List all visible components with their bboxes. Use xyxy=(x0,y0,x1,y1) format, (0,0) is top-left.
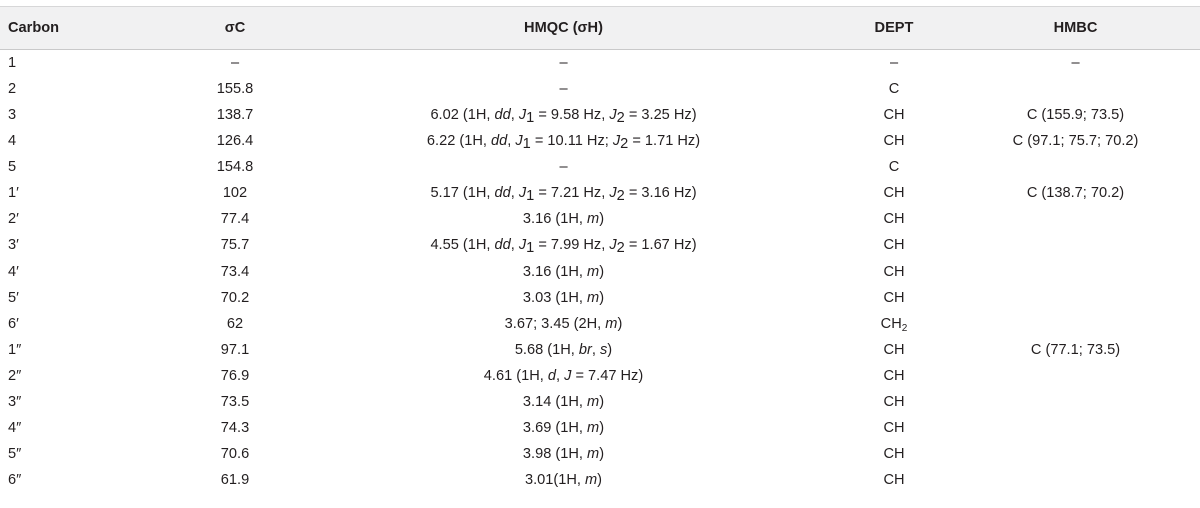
cell-sigma-c: 154.8 xyxy=(216,159,254,176)
cell-carbon: 4″ xyxy=(8,420,22,437)
cell-hmbc xyxy=(951,76,1200,102)
dept-fragment: CH xyxy=(883,185,905,202)
cell-dept xyxy=(837,207,951,233)
cell-hmbc: – xyxy=(1071,54,1080,71)
cell-hmbc xyxy=(951,233,1200,259)
cell-hmqc xyxy=(290,233,837,259)
hmqc-fragment: = 10.11 Hz; xyxy=(530,133,613,150)
hmqc-fragment: 3.03 (1H, xyxy=(522,289,588,306)
hmqc-fragment: 1 xyxy=(526,240,535,257)
table-row xyxy=(0,128,1200,154)
hmqc-fragment: – xyxy=(559,80,568,97)
hmqc-fragment: 3.01(1H, xyxy=(524,472,585,489)
cell-hmbc: C (155.9; 73.5) xyxy=(1026,106,1125,123)
cell-carbon: 5″ xyxy=(8,446,22,463)
cell-sigma-c: 70.6 xyxy=(220,446,250,463)
header-row xyxy=(0,7,1200,50)
hmqc-fragment: ) xyxy=(599,446,605,463)
cell-sigma-c: 77.4 xyxy=(220,211,250,228)
hmqc-fragment: ) xyxy=(599,263,605,280)
cell-carbon: 3″ xyxy=(8,393,22,410)
dept-fragment: CH xyxy=(883,472,905,489)
table-row xyxy=(0,259,1200,285)
cell-dept xyxy=(837,441,951,467)
hmqc-fragment: 3.67; 3.45 (2H, xyxy=(504,315,606,332)
dept-fragment: CH xyxy=(883,446,905,463)
hmqc-fragment: ) xyxy=(607,341,613,358)
cell-carbon: 1′ xyxy=(8,185,19,202)
cell-hmqc xyxy=(290,128,837,154)
hmqc-fragment: m xyxy=(587,263,600,280)
cell-sigma-c: 73.5 xyxy=(220,393,250,410)
hmqc-fragment: = 7.47 Hz) xyxy=(571,367,644,384)
cell-sigma-c: 97.1 xyxy=(220,341,250,358)
dept-fragment: CH xyxy=(883,106,905,123)
hmqc-fragment: ) xyxy=(599,420,605,437)
cell-hmqc xyxy=(290,180,837,206)
hmqc-fragment: ) xyxy=(597,472,603,489)
cell-dept xyxy=(837,128,951,154)
dept-fragment: CH xyxy=(883,133,905,150)
dept-fragment: CH xyxy=(883,341,905,358)
hmqc-fragment: 3.14 (1H, xyxy=(522,393,588,410)
cell-hmqc xyxy=(290,311,837,337)
hmqc-fragment: J xyxy=(609,185,617,202)
dept-fragment: CH xyxy=(883,393,905,410)
hmqc-fragment: J xyxy=(515,133,523,150)
cell-hmbc xyxy=(951,259,1200,285)
cell-dept xyxy=(837,363,951,389)
cell-sigma-c: 75.7 xyxy=(220,237,250,254)
hmqc-fragment: m xyxy=(584,472,598,489)
header-hmbc: HMBC xyxy=(951,7,1200,50)
hmqc-fragment: s xyxy=(600,341,608,358)
hmqc-fragment: 2 xyxy=(616,109,625,126)
cell-hmqc xyxy=(290,259,837,285)
hmqc-fragment: = 3.25 Hz) xyxy=(624,106,697,123)
cell-dept xyxy=(837,468,951,494)
cell-hmbc xyxy=(951,311,1200,337)
table-row xyxy=(0,441,1200,467)
table-row xyxy=(0,468,1200,494)
hmqc-fragment: 4.55 (1H, xyxy=(430,237,495,254)
hmqc-fragment: J xyxy=(609,106,617,123)
hmqc-fragment: , xyxy=(591,341,600,358)
cell-sigma-c: 102 xyxy=(222,185,248,202)
header-carbon: Carbon xyxy=(0,7,180,50)
hmqc-fragment: 1 xyxy=(522,136,531,153)
hmqc-fragment: 2 xyxy=(616,188,625,205)
cell-hmbc xyxy=(951,207,1200,233)
header-dept: DEPT xyxy=(837,7,951,50)
hmqc-fragment: = 1.67 Hz) xyxy=(624,237,697,254)
hmqc-fragment: 1 xyxy=(526,109,535,126)
cell-dept xyxy=(837,154,951,180)
dept-fragment: CH xyxy=(883,263,905,280)
hmqc-fragment: m xyxy=(587,289,600,306)
cell-hmbc: C (77.1; 73.5) xyxy=(1030,341,1121,358)
hmqc-fragment: 2 xyxy=(620,136,629,153)
cell-hmbc: C (138.7; 70.2) xyxy=(1026,185,1125,202)
cell-hmbc xyxy=(951,154,1200,180)
hmqc-fragment: J xyxy=(518,185,527,202)
dept-fragment: – xyxy=(889,54,899,71)
hmqc-fragment: ) xyxy=(599,289,605,306)
cell-hmbc xyxy=(951,389,1200,415)
table-row xyxy=(0,102,1200,128)
cell-sigma-c: 70.2 xyxy=(220,289,250,306)
cell-carbon: 5′ xyxy=(8,289,19,306)
cell-dept xyxy=(837,415,951,441)
hmqc-fragment: J xyxy=(518,106,527,123)
cell-dept xyxy=(837,259,951,285)
cell-hmqc xyxy=(290,415,837,441)
hmqc-fragment: 1 xyxy=(526,188,535,205)
table-row xyxy=(0,50,1200,77)
hmqc-fragment: m xyxy=(605,315,618,332)
cell-sigma-c: – xyxy=(230,54,240,71)
cell-hmbc xyxy=(951,415,1200,441)
hmqc-fragment: m xyxy=(587,211,600,228)
dept-fragment: CH xyxy=(883,367,905,384)
table-row xyxy=(0,337,1200,363)
cell-carbon: 2 xyxy=(8,80,17,97)
hmqc-fragment: J xyxy=(564,367,572,384)
hmqc-fragment: = 7.21 Hz, xyxy=(534,185,610,202)
hmqc-fragment: dd xyxy=(494,237,511,254)
table-row xyxy=(0,154,1200,180)
cell-dept xyxy=(837,337,951,363)
cell-dept xyxy=(837,285,951,311)
cell-hmqc xyxy=(290,154,837,180)
cell-dept xyxy=(837,102,951,128)
cell-carbon: 5 xyxy=(8,159,17,176)
table-header xyxy=(0,7,1200,50)
hmqc-fragment: – xyxy=(559,159,568,176)
hmqc-fragment: d xyxy=(547,367,556,384)
header-hmqc: HMQC (σH) xyxy=(290,7,837,50)
cell-sigma-c: 76.9 xyxy=(220,367,250,384)
hmqc-fragment: 3.98 (1H, xyxy=(522,446,588,463)
cell-carbon: 1 xyxy=(8,54,17,71)
cell-carbon: 6′ xyxy=(8,315,19,332)
hmqc-fragment: dd xyxy=(494,185,511,202)
cell-hmbc xyxy=(951,363,1200,389)
hmqc-fragment: br xyxy=(578,341,592,358)
cell-hmbc: C (97.1; 75.7; 70.2) xyxy=(1012,133,1139,150)
dept-fragment: CH xyxy=(883,420,905,437)
dept-fragment: 2 xyxy=(901,322,908,334)
cell-hmqc xyxy=(290,102,837,128)
hmqc-fragment: m xyxy=(587,393,600,410)
hmqc-fragment: 6.02 (1H, xyxy=(430,106,495,123)
dept-fragment: CH xyxy=(883,211,905,228)
cell-carbon: 6″ xyxy=(8,472,22,489)
cell-dept xyxy=(837,50,951,77)
cell-carbon: 3′ xyxy=(8,237,19,254)
cell-hmqc xyxy=(290,207,837,233)
cell-hmqc xyxy=(290,468,837,494)
cell-hmbc xyxy=(951,468,1200,494)
hmqc-fragment: , xyxy=(556,367,565,384)
cell-hmqc xyxy=(290,441,837,467)
cell-carbon: 4 xyxy=(8,133,17,150)
table-body xyxy=(0,50,1200,494)
hmqc-fragment: 6.22 (1H, xyxy=(426,133,492,150)
cell-hmqc xyxy=(290,50,837,77)
dept-fragment: C xyxy=(888,159,900,176)
cell-dept xyxy=(837,233,951,259)
hmqc-fragment: , xyxy=(507,133,516,150)
cell-hmqc xyxy=(290,337,837,363)
hmqc-fragment: 3.69 (1H, xyxy=(522,420,588,437)
table-row xyxy=(0,415,1200,441)
cell-dept xyxy=(837,180,951,206)
table-row xyxy=(0,285,1200,311)
cell-sigma-c: 74.3 xyxy=(220,420,250,437)
cell-sigma-c: 61.9 xyxy=(220,472,250,489)
cell-hmqc xyxy=(290,76,837,102)
table-row xyxy=(0,389,1200,415)
table-row xyxy=(0,180,1200,206)
cell-carbon: 2″ xyxy=(8,367,22,384)
hmqc-fragment: = 9.58 Hz, xyxy=(534,106,610,123)
hmqc-fragment: = 3.16 Hz) xyxy=(624,185,697,202)
hmqc-fragment: 5.68 (1H, xyxy=(514,341,579,358)
hmqc-fragment: ) xyxy=(617,315,623,332)
hmqc-fragment: J xyxy=(609,237,617,254)
hmqc-fragment: , xyxy=(510,106,519,123)
cell-dept xyxy=(837,76,951,102)
cell-sigma-c: 138.7 xyxy=(216,106,254,123)
hmqc-fragment: – xyxy=(559,54,568,71)
table-row xyxy=(0,207,1200,233)
hmqc-fragment: J xyxy=(518,237,527,254)
dept-fragment: CH xyxy=(880,315,902,332)
cell-sigma-c: 62 xyxy=(226,315,244,332)
hmqc-fragment: 5.17 (1H, xyxy=(430,185,495,202)
dept-fragment: CH xyxy=(883,237,905,254)
cell-sigma-c: 155.8 xyxy=(216,80,254,97)
cell-hmbc xyxy=(951,441,1200,467)
hmqc-fragment: 4.61 (1H, xyxy=(483,367,548,384)
dept-fragment: C xyxy=(888,80,900,97)
cell-carbon: 3 xyxy=(8,106,17,123)
cell-carbon: 1″ xyxy=(8,341,22,358)
hmqc-fragment: ) xyxy=(599,211,605,228)
hmqc-fragment: , xyxy=(510,237,519,254)
hmqc-fragment: m xyxy=(587,446,600,463)
cell-dept xyxy=(837,389,951,415)
hmqc-fragment: 2 xyxy=(616,240,625,257)
cell-sigma-c: 126.4 xyxy=(216,133,254,150)
cell-hmqc xyxy=(290,285,837,311)
cell-dept xyxy=(837,311,951,337)
hmqc-fragment: = 7.99 Hz, xyxy=(534,237,610,254)
hmqc-fragment: 3.16 (1H, xyxy=(522,263,588,280)
cell-sigma-c: 73.4 xyxy=(220,263,250,280)
header-sigma-c: σC xyxy=(180,7,290,50)
table-row xyxy=(0,311,1200,337)
nmr-data-table xyxy=(0,6,1200,494)
hmqc-fragment: dd xyxy=(494,106,511,123)
cell-hmbc xyxy=(951,285,1200,311)
table-row xyxy=(0,363,1200,389)
hmqc-fragment: 3.16 (1H, xyxy=(522,211,588,228)
cell-hmqc xyxy=(290,389,837,415)
dept-fragment: CH xyxy=(883,289,905,306)
hmqc-fragment: ) xyxy=(599,393,605,410)
hmqc-fragment: = 1.71 Hz) xyxy=(628,133,701,150)
hmqc-fragment: dd xyxy=(491,133,508,150)
table-row xyxy=(0,76,1200,102)
hmqc-fragment: , xyxy=(510,185,519,202)
table-row xyxy=(0,233,1200,259)
cell-carbon: 2′ xyxy=(8,211,19,228)
hmqc-fragment: m xyxy=(587,420,600,437)
cell-hmqc xyxy=(290,363,837,389)
hmqc-fragment: J xyxy=(612,133,621,150)
cell-carbon: 4′ xyxy=(8,263,19,280)
